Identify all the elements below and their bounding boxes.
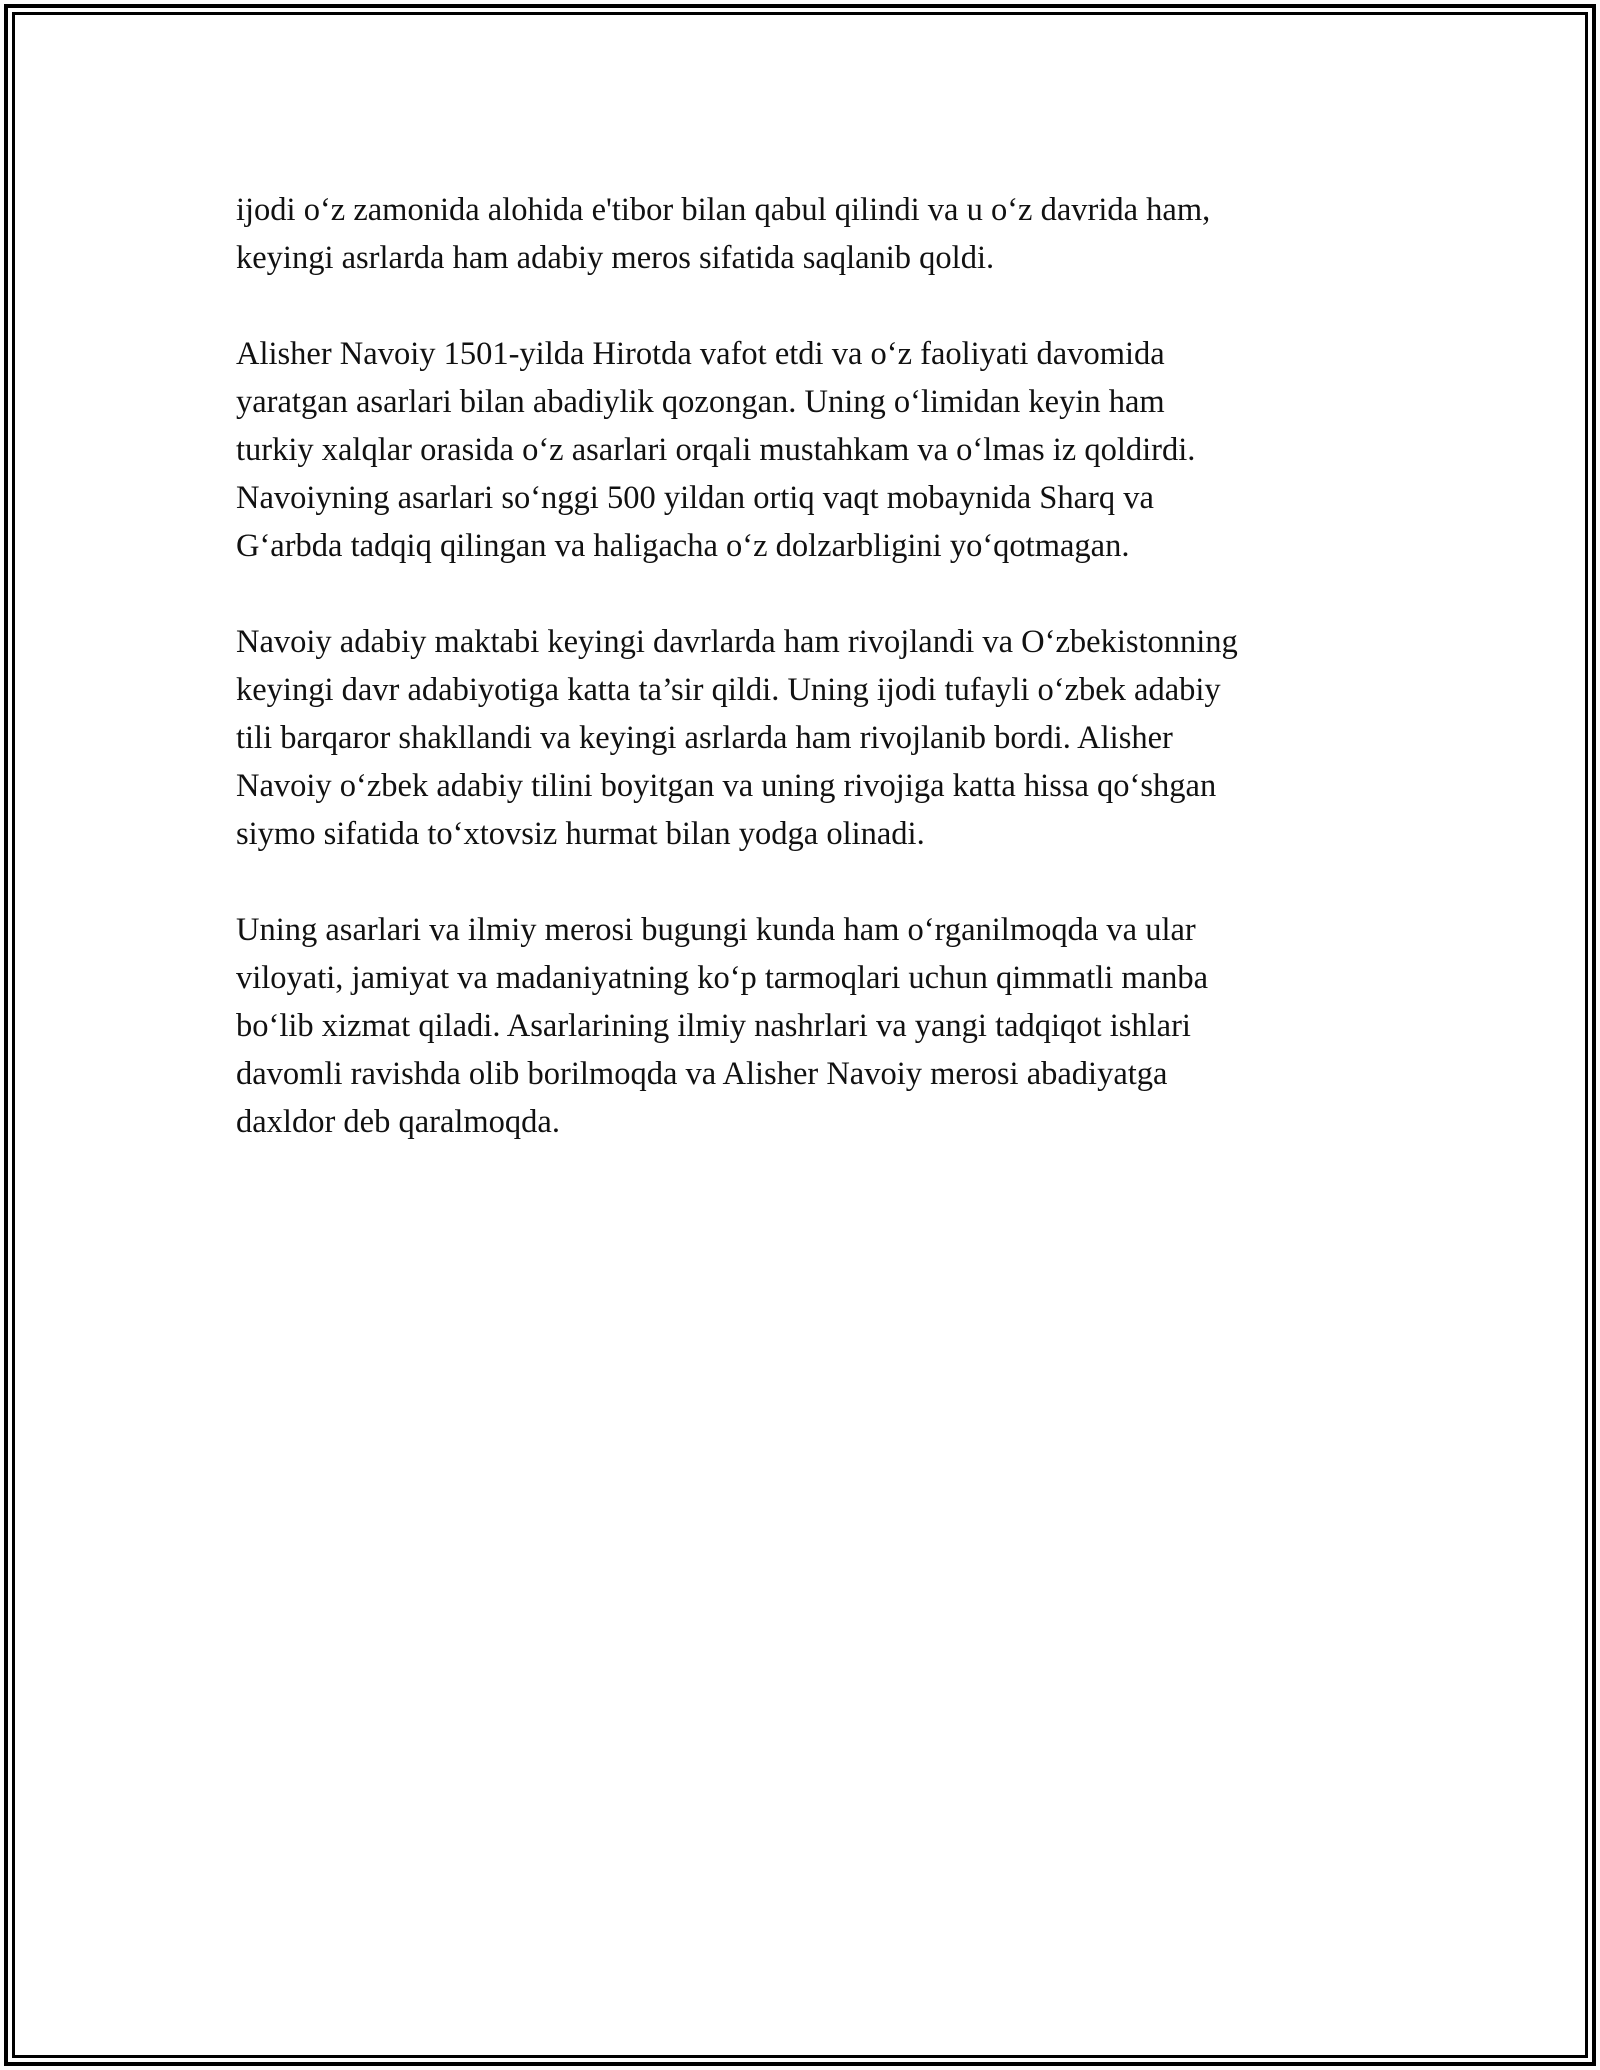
paragraph-3: Navoiy adabiy maktabi keyingi davrlarda ham rivojlandi va O‘zbekistonning keyingi davr adabiyotiga katta ta’sir qildi. Uning ijodi tufayli o‘zbek adabiy tili barqaror shakllandi va keyingi asrlarda ham rivojlanib bordi. Alisher Navoiy o‘zbek adabiy tilini boyitgan va uning rivojiga katta hissa qo‘shgan siymo sifatida to‘xtovsiz hurmat bilan yodga olinadi. (236, 624, 1238, 852)
paragraph-2: Alisher Navoiy 1501-yilda Hirotda vafot etdi va o‘z faoliyati davomida yaratgan asarlari bilan abadiylik qozongan. Uning o‘limidan keyin ham turkiy xalqlar orasida o‘z asarlari orqali mustahkam va o‘lmas iz qoldirdi. Navoiyning asarlari so‘nggi 500 yildan ortiq vaqt mobaynida Sharq va G‘arbda tadqiq qilingan va haligacha o‘z dolzarbligini yo‘qotmagan. (236, 336, 1196, 564)
paragraph-1: ijodi o‘z zamonida alohida e'tibor bilan qabul qilindi va u o‘z davrida ham, keyingi asrlarda ham adabiy meros sifatida saqlanib qoldi. (236, 192, 1211, 276)
paragraph-4: Uning asarlari va ilmiy merosi bugungi kunda ham o‘rganilmoqda va ular viloyati, jamiyat va madaniyatning ko‘p tarmoqlari uchun qimmatli manba bo‘lib xizmat qiladi. Asarlarining ilmiy nashrlari va yangi tadqiqot ishlari davomli ravishda olib borilmoqda va Alisher Navoiy merosi abadiyatga daxldor deb qaralmoqda. (236, 912, 1209, 1140)
document-body (236, 186, 1376, 1194)
